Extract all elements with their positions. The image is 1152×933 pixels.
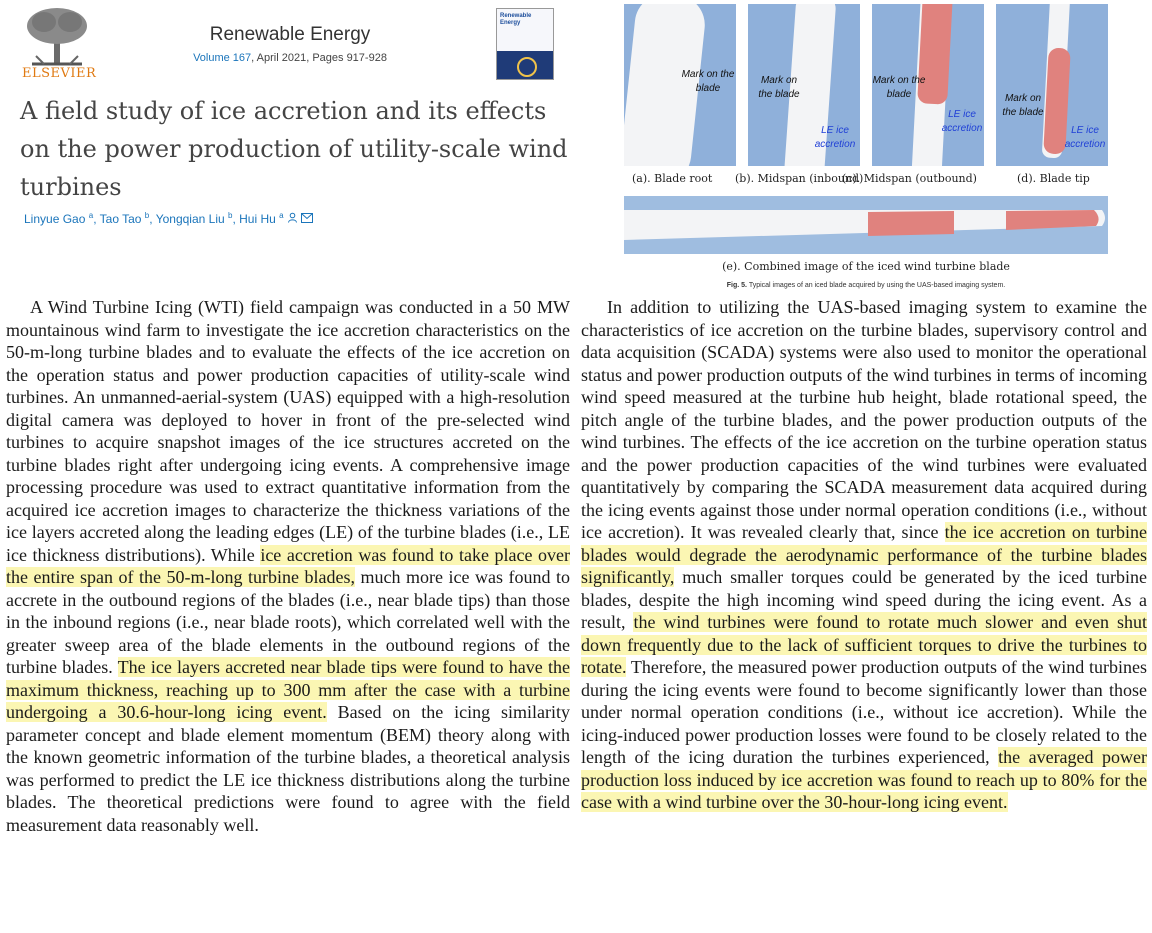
highlighted-text: the averaged power production loss induced by ice accretion was found to reach up to 80% for the case with a wind turbine over the 30-hour-long icing event. [581,747,1147,812]
author-link[interactable]: Hui Hu [239,212,276,226]
author-affiliation: a [279,211,284,220]
panel-caption: (b). Midspan (inbound) [735,172,864,185]
panel-label: Mark on the blade [1002,93,1044,118]
cover-band [497,51,553,79]
author-link[interactable]: Yongqian Liu [155,212,225,226]
figure-5 [620,0,1112,292]
panel-caption: (c). Midspan (outbound) [842,172,977,185]
author-list: Linyue Gao $^a$, Tao Tao $^b$, Yongqian Liu $^b$, Hui Hu $^a$ [24,211,313,226]
panel-label: Mark on the blade [872,75,926,100]
email-icon[interactable] [301,212,313,226]
panel-label: LE ice accretion [814,125,856,150]
author-affiliation: a [88,211,94,220]
person-icon[interactable] [287,212,301,226]
panel-caption: (a). Blade root [632,172,713,185]
publisher-name: ELSEVIER [22,66,97,81]
text-run: A Wind Turbine Icing (WTI) field campaign was conducted in a 50 MW mountainous wind farm to investigate the ice accretion characteristics on the 50-m-long turbine blades and to evaluate the effects of the ice accretion on the operation status and power production capacities of utility-scale wind turbines. An unmanned-aerial-system (UAS) equipped with a high-resolution digital camera was deployed to hover in front of the pre-selected wind turbines to acquire snapshot images of the ice structures accreted on the turbine blades right after undergoing icing events. A comprehensive image processing procedure was used to extract quantitative information from the acquired ice accretion images to characterize the thickness variations of the ice layers accreted along the leading edges (LE) of the turbine blades (i.e., LE ice thickness distributions). While [6,297,570,565]
text-run: In addition to utilizing the UAS-based imaging system to examine the characteristics of ice accretion on the turbine blades, supervisory control and data acquisition (SCADA) systems were also used to monitor the operational status and power production outputs of the wind turbines in terms of incoming wind speed measured at the turbine hub height, blade rotational speed, the pitch angle of the turbine blades, and the power production outputs of the wind turbines. The effects of the ice accretion on the turbine operation status and the power production capacities of the wind turbines were evaluated quantitatively by comparing the SCADA measurement data acquired during the icing events against those under normal operation conditions (i.e., without ice accretion). It was revealed clearly that, since [581,297,1147,542]
panel-midspan-inbound [748,4,860,166]
author-link[interactable]: Linyue Gao [24,212,86,226]
cover-title: Renewable Energy [500,13,532,27]
issue-pages: , April 2021, Pages 917-928 [251,52,387,64]
text-run: Based on the icing similarity parameter concept and blade element momentum (BEM) theory along with the known geometric information of the turbine blades, a theoretical analysis was performed to predict the LE ice thickness distributions along the turbine blades. The theoretical predictions were found to agree with the field measurement data reasonably well. [6,702,570,835]
combined-blade-image [624,196,1108,254]
highlighted-text: The ice layers accreted near blade tips were found to have the maximum thickness, reaching up to 300 mm after the case with a turbine undergoing a 30.6-hour-long icing event. [6,657,570,722]
volume-link[interactable]: Volume 167 [193,52,252,64]
panel-label: LE ice accretion [1064,125,1106,150]
panel-label: Mark on the blade [758,75,800,100]
journal-cover-thumbnail[interactable] [496,8,554,80]
author-link[interactable]: Tao Tao [99,212,142,226]
author-affiliation: b [144,211,150,220]
journal-name[interactable]: Renewable Energy [209,24,371,45]
panel-label: LE ice accretion [941,109,983,134]
panel-midspan-outbound [872,4,984,166]
panel-caption: (d). Blade tip [1017,172,1090,185]
author-affiliation: b [228,211,233,220]
panel-combined-blade [624,196,1108,254]
figure-caption [620,282,1112,289]
text-run: much more ice was found to accrete in the outbound regions of the blades (i.e., near blade tips) than those in the inbound regions (i.e., near blade roots), which correlated well with the greater sweep area of the blade elements in the outbound regions of the turbine blades. [6,567,570,677]
highlighted-text: the ice accretion on turbine blades would degrade the aerodynamic performance of the turbine blades significantly, [581,522,1147,587]
panel-blade-root [624,4,736,166]
highlighted-text: ice accretion was found to take place over the entire span of the 50-m-long turbine blades, [6,544,570,587]
highlighted-text: the wind turbines were found to rotate much slower and even shut down frequently due to the lack of sufficient torques to drive the turbines to rotate. [581,612,1147,677]
text-run: Therefore, the measured power production outputs of the wind turbines during the icing events were found to become significantly lower than those under normal operation conditions (i.e., without ice accretion). While the icing-induced power production losses were found to be closely related to the length of the icing duration the turbines experienced, [581,657,1147,767]
journal-meta [170,52,410,64]
text-run: much smaller torques could be generated by the iced turbine blades, despite the high incoming wind speed during the icing event. As a result, [581,567,1147,632]
panel-blade-tip [996,4,1108,166]
abstract-left-column [6,296,570,836]
panel-label: Mark on the blade [681,69,735,94]
figure-label: Fig. 5. [726,282,747,289]
figure-caption-text: Typical images of an iced blade acquired by using the UAS-based imaging system. [748,282,1006,289]
article-header [0,0,600,290]
article-title: A field study of ice accretion and its effects on the power production of utility-scale wind turbines [20,97,568,201]
panel-caption: (e). Combined image of the iced wind turbine blade [722,260,1010,273]
abstract-right-column [581,296,1147,814]
